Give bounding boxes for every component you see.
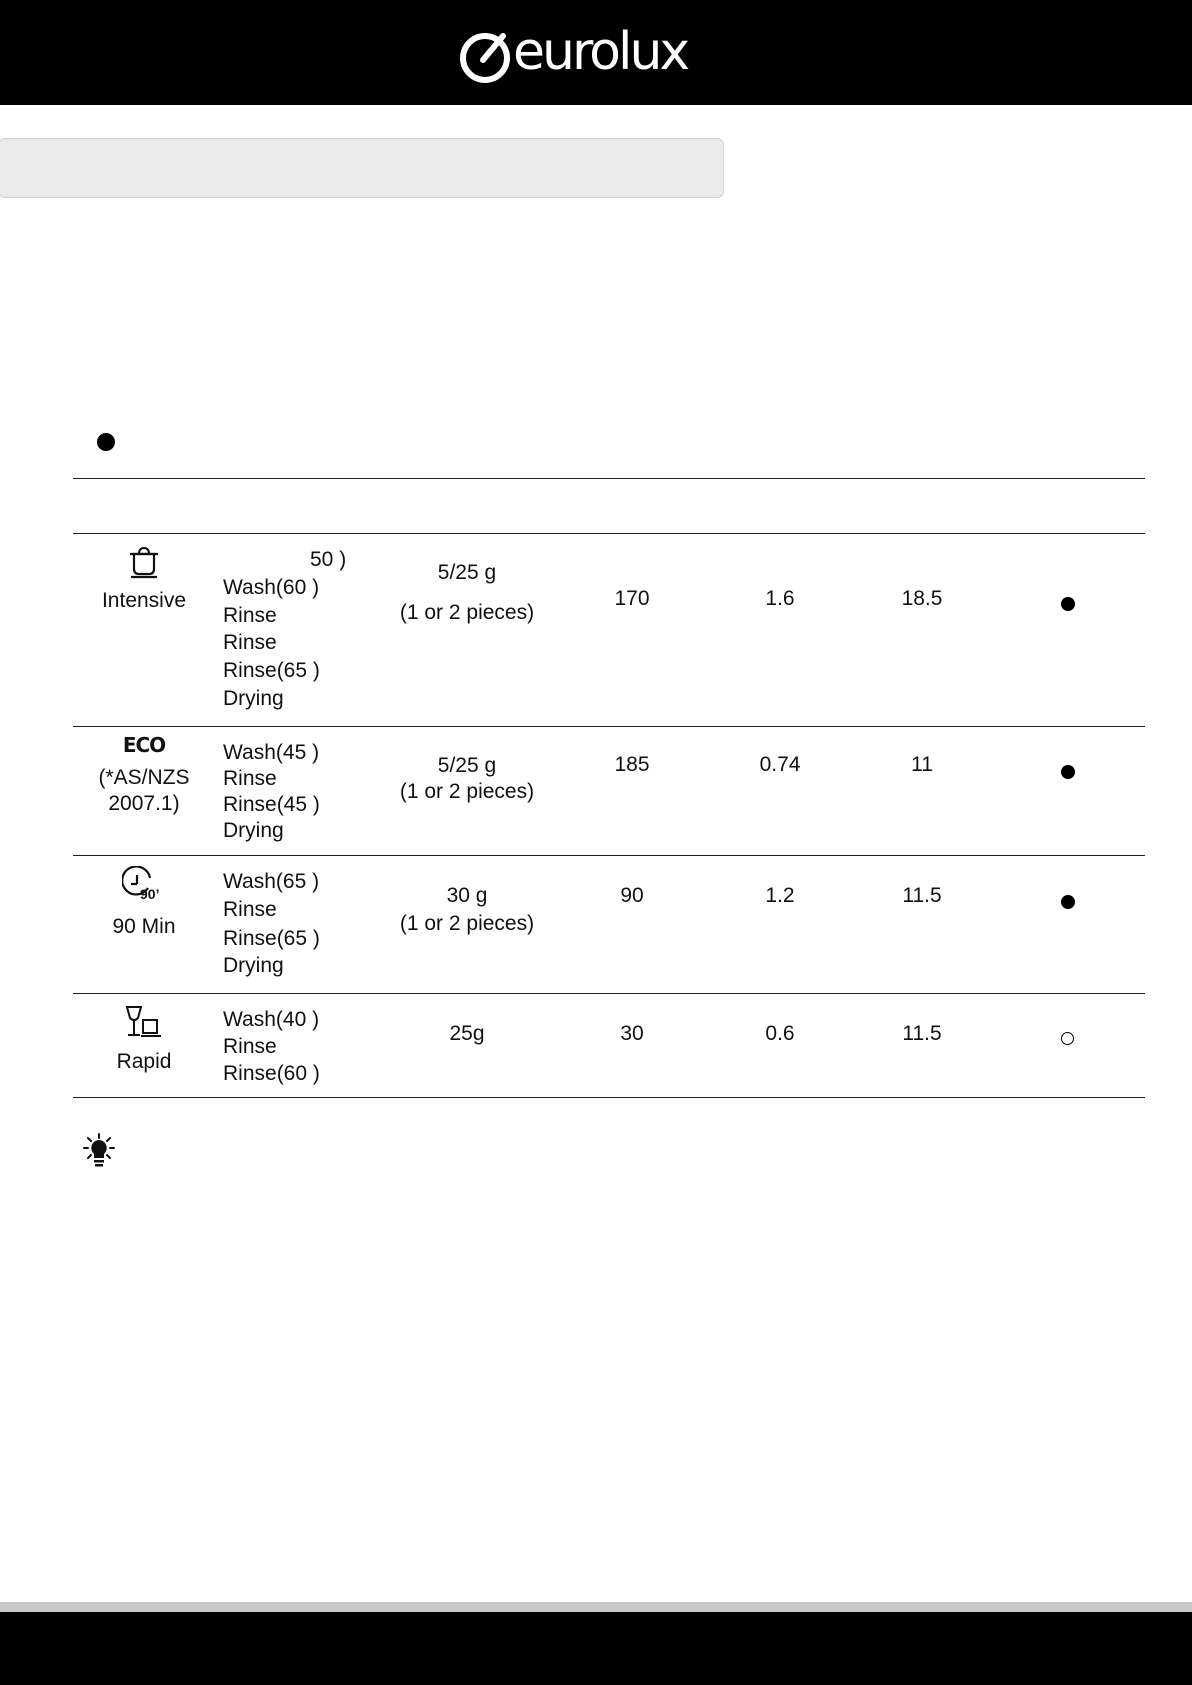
logo-wordmark: eurolux (513, 22, 688, 82)
row-divider (73, 855, 1145, 856)
cycle-step: Wash(60 ) (223, 576, 320, 599)
cycle-step: Drying (223, 687, 284, 710)
cycle-step: Rinse(60 ) (223, 1062, 320, 1085)
eurolux-logo (459, 22, 704, 86)
cycle-step: Drying (223, 954, 284, 977)
water-value: 11.5 (902, 884, 942, 907)
cycle-step: Rinse(65 ) (223, 927, 320, 950)
cycle-step: Rinse(45 ) (223, 793, 320, 816)
running-time: 30 (620, 1022, 644, 1045)
cycle-step: Drying (223, 819, 284, 842)
logo-mark-icon (459, 26, 513, 86)
running-time: 185 (614, 753, 650, 776)
running-time: 170 (614, 587, 650, 610)
program-name: 90 Min (112, 915, 176, 938)
energy-value: 1.2 (765, 884, 795, 907)
detergent-amount: 30 g (446, 884, 488, 907)
rinse-aid-filled-dot-icon (1061, 765, 1075, 779)
detergent-note: (1 or 2 pieces) (399, 780, 535, 803)
cycle-step: Wash(65 ) (223, 870, 320, 893)
footer-stripe (0, 1602, 1192, 1612)
page-footer (0, 1612, 1192, 1685)
energy-value: 0.6 (765, 1022, 795, 1045)
glass-cup-icon (124, 1005, 164, 1039)
rinse-aid-empty-dot-icon (1061, 1032, 1074, 1045)
water-value: 18.5 (901, 587, 943, 610)
table-bottom-rule (73, 1097, 1145, 1098)
page-header (0, 0, 1192, 105)
program-name: Rapid (116, 1050, 172, 1073)
section-title-bar (0, 138, 724, 198)
cycle-step: 50 ) (310, 548, 347, 571)
program-name: Intensive (101, 589, 187, 612)
cycle-step: Wash(45 ) (223, 741, 320, 764)
detergent-amount: 5/25 g (437, 561, 497, 584)
program-name: (*AS/NZS (98, 766, 190, 789)
cycle-step: Rinse(65 ) (223, 659, 320, 682)
water-value: 11.5 (902, 1022, 942, 1045)
lightbulb-icon (83, 1133, 115, 1169)
detergent-note: (1 or 2 pieces) (399, 601, 535, 624)
pot-icon (126, 545, 162, 579)
cycle-step: Rinse (223, 898, 277, 921)
row-divider (73, 726, 1145, 727)
running-time: 90 (620, 884, 644, 907)
table-top-rule (73, 478, 1145, 479)
energy-value: 1.6 (765, 587, 795, 610)
row-divider (73, 993, 1145, 994)
eco-icon: ECO (122, 733, 166, 757)
cycle-step: Rinse (223, 604, 277, 627)
detergent-note: (1 or 2 pieces) (399, 912, 535, 935)
detergent-amount: 25g (449, 1022, 485, 1045)
clock-icon-label: 90’ (140, 886, 160, 902)
cycle-step: Rinse (223, 631, 277, 654)
program-name: 2007.1) (108, 792, 180, 815)
clock-90-icon (122, 866, 168, 902)
cycle-step: Rinse (223, 1035, 277, 1058)
rinse-aid-filled-dot-icon (1061, 597, 1075, 611)
detergent-amount: 5/25 g (437, 754, 497, 777)
table-header-rule (73, 533, 1145, 534)
water-value: 11 (911, 753, 933, 776)
legend-filled-dot-icon (97, 433, 115, 451)
cycle-step: Wash(40 ) (223, 1008, 320, 1031)
cycle-step: Rinse (223, 767, 277, 790)
energy-value: 0.74 (759, 753, 801, 776)
rinse-aid-filled-dot-icon (1061, 895, 1075, 909)
